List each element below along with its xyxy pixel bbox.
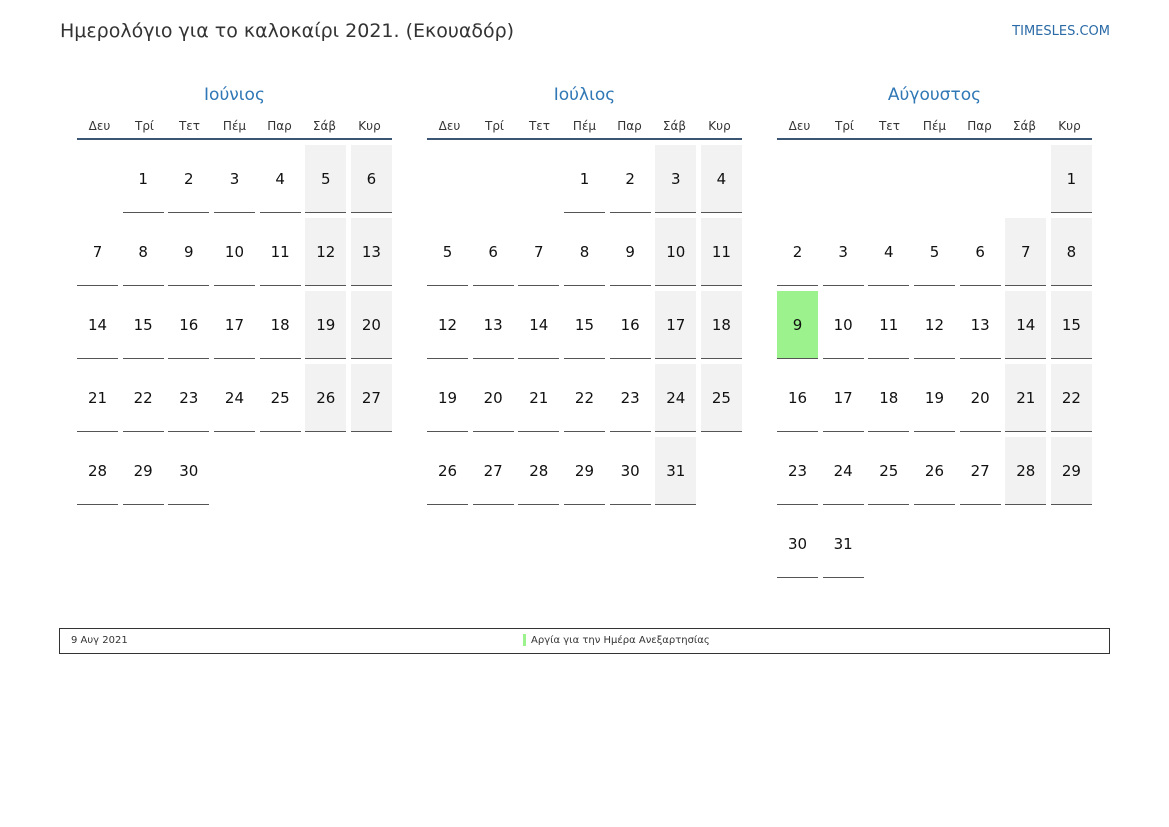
empty-cell bbox=[473, 145, 514, 213]
weekday-label: Παρ bbox=[267, 119, 292, 133]
weekday-label: Δευ bbox=[88, 119, 111, 133]
day-cell: 13 bbox=[351, 218, 392, 286]
day-cell: 12 bbox=[305, 218, 346, 286]
day-cell: 23 bbox=[168, 364, 209, 432]
day-cell: 11 bbox=[868, 291, 909, 359]
day-cell: 26 bbox=[305, 364, 346, 432]
weekday-label: Παρ bbox=[967, 119, 992, 133]
day-cell: 30 bbox=[777, 510, 818, 578]
day-cell: 30 bbox=[610, 437, 651, 505]
day-cell: 8 bbox=[123, 218, 164, 286]
day-cell: 9 bbox=[168, 218, 209, 286]
day-cell: 31 bbox=[655, 437, 696, 505]
month-title: Αύγουστος bbox=[887, 85, 982, 105]
day-cell: 14 bbox=[1005, 291, 1046, 359]
day-cell: 15 bbox=[123, 291, 164, 359]
day-cell: 6 bbox=[473, 218, 514, 286]
day-cell: 15 bbox=[564, 291, 605, 359]
day-cell: 25 bbox=[260, 364, 301, 432]
day-cell: 18 bbox=[260, 291, 301, 359]
weekday-label: Πέμ bbox=[922, 119, 947, 133]
empty-cell bbox=[777, 145, 818, 213]
day-cell: 27 bbox=[351, 364, 392, 432]
day-cell: 16 bbox=[610, 291, 651, 359]
day-cell: 28 bbox=[1005, 437, 1046, 505]
day-cell: 11 bbox=[260, 218, 301, 286]
day-cell: 31 bbox=[823, 510, 864, 578]
day-cell: 5 bbox=[427, 218, 468, 286]
day-cell: 16 bbox=[168, 291, 209, 359]
day-grid bbox=[427, 145, 742, 505]
month-june bbox=[77, 84, 392, 505]
day-cell: 21 bbox=[1005, 364, 1046, 432]
day-cell: 2 bbox=[168, 145, 209, 213]
day-grid bbox=[77, 145, 392, 505]
weekday-header bbox=[777, 116, 1092, 140]
weekday-label: Κυρ bbox=[1058, 119, 1081, 133]
day-cell: 19 bbox=[427, 364, 468, 432]
weekday-label: Σάβ bbox=[312, 119, 337, 133]
day-cell: 11 bbox=[701, 218, 742, 286]
day-cell: 30 bbox=[168, 437, 209, 505]
day-cell: 22 bbox=[564, 364, 605, 432]
day-cell: 17 bbox=[214, 291, 255, 359]
day-cell: 17 bbox=[655, 291, 696, 359]
weekday-label: Τρί bbox=[484, 119, 504, 133]
day-cell: 10 bbox=[214, 218, 255, 286]
weekday-label: Κυρ bbox=[708, 119, 731, 133]
day-cell: 10 bbox=[823, 291, 864, 359]
empty-cell bbox=[868, 145, 909, 213]
day-cell: 22 bbox=[1051, 364, 1092, 432]
day-cell: 25 bbox=[868, 437, 909, 505]
day-cell: 29 bbox=[564, 437, 605, 505]
day-cell: 24 bbox=[823, 437, 864, 505]
day-cell: 29 bbox=[1051, 437, 1092, 505]
weekday-label: Τετ bbox=[178, 119, 201, 133]
weekday-label: Κυρ bbox=[358, 119, 381, 133]
day-grid bbox=[777, 145, 1092, 578]
site-link[interactable]: TIMESLES.COM bbox=[1012, 24, 1110, 39]
weekday-label: Σάβ bbox=[1012, 119, 1037, 133]
day-cell: 28 bbox=[518, 437, 559, 505]
day-cell: 13 bbox=[960, 291, 1001, 359]
empty-cell bbox=[960, 145, 1001, 213]
weekday-label: Πέμ bbox=[572, 119, 597, 133]
day-cell: 5 bbox=[914, 218, 955, 286]
day-cell: 5 bbox=[305, 145, 346, 213]
holiday-legend bbox=[59, 628, 1110, 654]
day-cell: 14 bbox=[518, 291, 559, 359]
weekday-label: Σάβ bbox=[662, 119, 687, 133]
day-cell: 17 bbox=[823, 364, 864, 432]
day-cell: 2 bbox=[777, 218, 818, 286]
weekday-label: Τρί bbox=[134, 119, 154, 133]
day-cell: 16 bbox=[777, 364, 818, 432]
day-cell: 4 bbox=[701, 145, 742, 213]
day-cell: 14 bbox=[77, 291, 118, 359]
weekday-header bbox=[77, 116, 392, 140]
month-july bbox=[427, 84, 742, 505]
day-cell: 21 bbox=[518, 364, 559, 432]
empty-cell bbox=[823, 145, 864, 213]
day-cell: 21 bbox=[77, 364, 118, 432]
day-cell: 24 bbox=[655, 364, 696, 432]
day-cell: 20 bbox=[473, 364, 514, 432]
day-cell: 6 bbox=[960, 218, 1001, 286]
legend-color-swatch bbox=[523, 634, 526, 646]
day-cell: 3 bbox=[214, 145, 255, 213]
day-cell: 7 bbox=[77, 218, 118, 286]
day-cell: 29 bbox=[123, 437, 164, 505]
day-cell: 19 bbox=[305, 291, 346, 359]
day-cell: 23 bbox=[610, 364, 651, 432]
day-cell: 9 bbox=[610, 218, 651, 286]
day-cell: 7 bbox=[1005, 218, 1046, 286]
day-cell: 27 bbox=[473, 437, 514, 505]
day-cell: 27 bbox=[960, 437, 1001, 505]
day-cell: 26 bbox=[914, 437, 955, 505]
holiday-day-cell: 9 bbox=[777, 291, 818, 359]
weekday-label: Τετ bbox=[528, 119, 551, 133]
day-cell: 7 bbox=[518, 218, 559, 286]
legend-date: 9 Αυγ 2021 bbox=[71, 635, 128, 646]
day-cell: 4 bbox=[868, 218, 909, 286]
weekday-label: Παρ bbox=[617, 119, 642, 133]
day-cell: 13 bbox=[473, 291, 514, 359]
day-cell: 1 bbox=[123, 145, 164, 213]
day-cell: 4 bbox=[260, 145, 301, 213]
day-cell: 1 bbox=[564, 145, 605, 213]
weekday-label: Δευ bbox=[438, 119, 461, 133]
day-cell: 8 bbox=[1051, 218, 1092, 286]
day-cell: 1 bbox=[1051, 145, 1092, 213]
day-cell: 20 bbox=[960, 364, 1001, 432]
weekday-label: Δευ bbox=[788, 119, 811, 133]
empty-cell bbox=[427, 145, 468, 213]
day-cell: 10 bbox=[655, 218, 696, 286]
day-cell: 8 bbox=[564, 218, 605, 286]
day-cell: 18 bbox=[868, 364, 909, 432]
weekday-label: Τετ bbox=[878, 119, 901, 133]
day-cell: 26 bbox=[427, 437, 468, 505]
day-cell: 19 bbox=[914, 364, 955, 432]
empty-cell bbox=[77, 145, 118, 213]
weekday-label: Πέμ bbox=[222, 119, 247, 133]
day-cell: 3 bbox=[655, 145, 696, 213]
day-cell: 18 bbox=[701, 291, 742, 359]
month-title: Ιούλιος bbox=[553, 85, 616, 105]
day-cell: 12 bbox=[427, 291, 468, 359]
day-cell: 2 bbox=[610, 145, 651, 213]
day-cell: 25 bbox=[701, 364, 742, 432]
day-cell: 20 bbox=[351, 291, 392, 359]
day-cell: 24 bbox=[214, 364, 255, 432]
day-cell: 12 bbox=[914, 291, 955, 359]
weekday-label: Τρί bbox=[834, 119, 854, 133]
day-cell: 23 bbox=[777, 437, 818, 505]
day-cell: 28 bbox=[77, 437, 118, 505]
day-cell: 3 bbox=[823, 218, 864, 286]
page-title: Ημερολόγιο για το καλοκαίρι 2021. (Εκουαδόρ) bbox=[60, 20, 515, 42]
day-cell: 6 bbox=[351, 145, 392, 213]
weekday-header bbox=[427, 116, 742, 140]
empty-cell bbox=[1005, 145, 1046, 213]
month-title: Ιούνιος bbox=[204, 85, 265, 105]
month-august bbox=[777, 84, 1092, 578]
day-cell: 22 bbox=[123, 364, 164, 432]
legend-holiday-name: Αργία για την Ημέρα Ανεξαρτησίας bbox=[531, 635, 710, 646]
day-cell: 15 bbox=[1051, 291, 1092, 359]
empty-cell bbox=[518, 145, 559, 213]
empty-cell bbox=[914, 145, 955, 213]
